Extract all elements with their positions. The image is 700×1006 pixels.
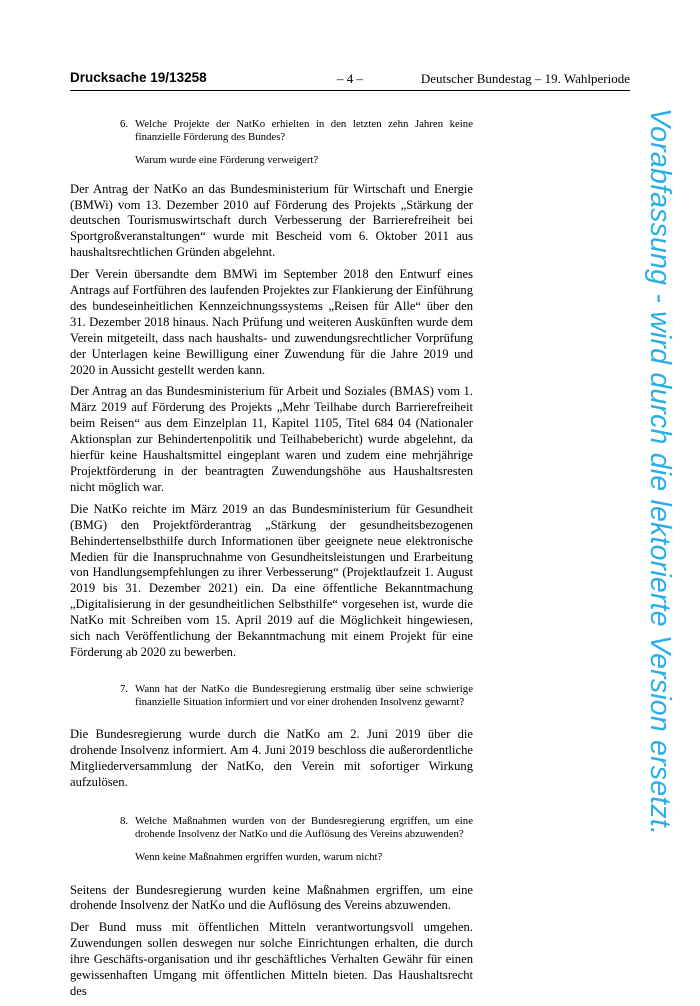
question-text: Welche Projekte der NatKo erhielten in den letzten zehn Jahren keine finanzielle Förderung des Bundes?	[135, 118, 473, 144]
answer-paragraph: Die NatKo reichte im März 2019 an das Bundesministerium für Gesundheit (BMG) den Projektförderantrag „Stärkung der gesundheitsbezogenen Behindertenselbsthilfe durch Informationen über geeignete neue elektronische Medien für die Inanspruchnahme von Gesundheitsleistungen und Erarbeitung von Handlungsempfehlungen zu ihrer Verbesserung“ (Projektlaufzeit 1. August 2019 bis 31. Dezember 2021) ein. Da eine öffentliche Bekanntmachung „Digitalisierung in der gesundheitlichen Selbsthilfe“ vorgesehen ist, wurde die NatKo mit Schreiben vom 15. April 2019 auf die Möglichkeit hingewiesen, sich nach Veröffentlichung der Bekanntmachung mit einem Projekt für eine Förderung ab 2020 zu bewerben.	[70, 501, 473, 659]
question-number: 7.	[120, 682, 129, 695]
question-text: Welche Maßnahmen wurden von der Bundesregierung ergriffen, um eine drohende Insolvenz der NatKo und die Auflösung des Vereins abzuwenden?	[135, 814, 473, 841]
page-header	[70, 70, 630, 91]
question-followup: Warum wurde eine Förderung verweigert?	[135, 154, 319, 167]
answer-paragraph: Die Bundesregierung wurde durch die NatKo am 2. Juni 2019 über die drohende Insolvenz informiert. Am 4. Juni 2019 beschloss die außerordentliche Mitgliederversammlung der NatKo, den Verein mit sofortiger Wirkung aufzulösen.	[70, 727, 473, 790]
question-number: 6.	[120, 118, 129, 130]
draft-watermark: Vorabfassung - wird durch die lektorierte Version ersetzt.	[644, 108, 676, 836]
document-body	[70, 118, 473, 1006]
answer-paragraph: Der Antrag an das Bundesministerium für Arbeit und Soziales (BMAS) vom 1. März 2019 auf Förderung des Projekts „Mehr Teilhabe durch Barrierefreiheit beim Reisen“ aus dem Einzelplan 11, Kapitel 1105, Titel 684 04 (Nationaler Aktionsplan zur Behindertenpolitik und Teilhabebericht) wurde abgelehnt, da hierfür keine Haushaltsmittel eingeplant waren und zudem eine mehrjährige Projektförderung in der beantragten Zuwendungshöhe aus Haushaltsresten nicht möglich war.	[70, 384, 473, 494]
answer-paragraph: Seitens der Bundesregierung wurden keine Maßnahmen ergriffen, um eine drohende Insolvenz der NatKo und die Auflösung des Vereins abzuwenden.	[70, 882, 473, 913]
answer-paragraph: Der Bund muss mit öffentlichen Mitteln verantwortungsvoll umgehen. Zuwendungen sollen deswegen nur solche Einrichtungen erhalten, die durch ihre Geschäfts-organisation und ihr geschäftliches Verhalten Gewähr für einen gewissenhaften Umgang mit öffentlichen Mitteln bieten. Das Haushaltsrecht des	[70, 920, 473, 998]
question-number: 8.	[120, 814, 129, 827]
question-8	[120, 815, 473, 865]
question-7	[120, 683, 473, 709]
document-number: Drucksache 19/13258	[70, 70, 207, 85]
answer-paragraph: Der Antrag der NatKo an das Bundesministerium für Wirtschaft und Energie (BMWi) vom 13. Dezember 2010 auf Förderung des Projekts „Stärkung der deutschen Tourismuswirtschaft durch Verbesserung der Barrierefreiheit bei Sportgroßveranstaltungen“ wurde mit Bescheid vom 6. Oktober 2011 aus haushaltsrechtlichen Gründen abgelehnt.	[70, 181, 473, 260]
page-number: – 4 –	[337, 71, 363, 86]
question-6	[120, 118, 473, 168]
parliament-period: Deutscher Bundestag – 19. Wahlperiode	[420, 71, 630, 86]
answer-paragraph: Der Verein übersandte dem BMWi im September 2018 den Entwurf eines Antrags auf Fortführen des laufenden Projektes zur Flankierung der Einführung des bundeseinheitlichen Kennzeichnungssystems „Reisen für Alle“ über den 31. Dezember 2018 hinaus. Nach Prüfung und weiteren Auskünften wurde dem Verein mitgeteilt, dass nach haushalts- und zuwendungsrechtlicher Vorprüfung der Unterlagen keine Bewilligung einer Zuwendung für die Jahre 2019 und 2020 in Aussicht gestellt werden kann.	[70, 267, 473, 377]
question-text: Wann hat der NatKo die Bundesregierung erstmalig über seine schwierige finanzielle Situation informiert und vor einer drohenden Insolvenz gewarnt?	[135, 682, 473, 709]
question-followup: Wenn keine Maßnahmen ergriffen wurden, warum nicht?	[135, 851, 383, 864]
